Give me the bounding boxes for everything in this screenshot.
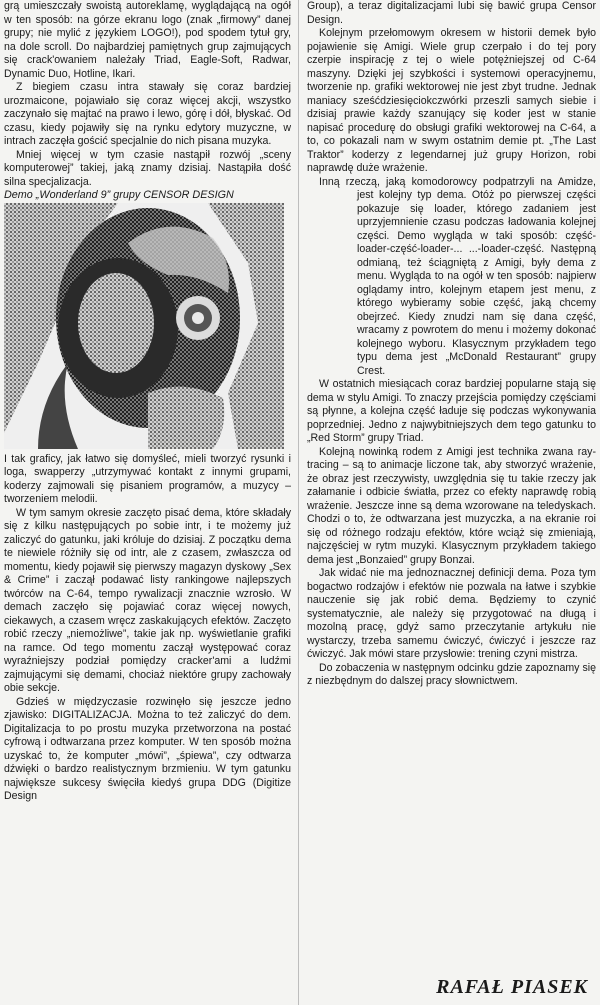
paragraph: Kolejnym przełomowym okresem w historii demek było pojawienie się Amigi. Wiele grup czerpało i do tej pory czerpie inspirację z tej o wiele potężniejszej od C-64 maszyny. Dzięki jej szybkości i systemowi operacyjnemu, tworzenie np. grafiki wektorowej nie jest zbyt trudne. Jednak maniacy sześćdziesięciokczwórki przeszli samych siebie i dzisiaj prawie każdy szanujący się koder jest w stanie napisać procedurę do obsługi grafiki wektorowej na C-64, a to, co pokazali nam w swym ostatnim demie pt. „The Last Traktor” koderzy z legendarnej już grupy Horizon, robi naprawdę duże wrażenie.: [307, 27, 596, 174]
author-signature: RAFAŁ PIASEK: [436, 976, 588, 998]
column-divider: [298, 0, 299, 1005]
paragraph: grą umieszczały swoistą autoreklamę, wyglądającą na ogół w ten sposób: na górze ekranu logo (znak „firmowy” danej grupy; nie mylić z językiem LOGO!), pod spodem tytuł gry, na dole scroll. Do najbardziej pamiętnych grup zajmujących się crack'owaniem należały Triad, Eagle-Soft, Radwar, Dynamic Duo, Hotline, Ikari.: [4, 0, 291, 80]
paragraph: W ostatnich miesiącach coraz bardziej popularne stają się dema w stylu Amigi. To znaczy przejścia pomiędzy częściami są płynne, a kolejna część ładuje się podczas wykonywania poprzedniej. Jedno z najwybitniejszych dem tego gatunku to „Red Storm” grupy Triad.: [307, 378, 596, 444]
paragraph: Group), a teraz digitalizacjami lubi się bawić grupa Censor Design.: [307, 0, 596, 26]
paragraph: W tym samym okresie zaczęto pisać dema, które składały się z kilku następujących po sobie intr, i te możemy już zaliczyć do gatunku, jaki króluje do dzisiaj. Z początku dema te niewiele różniły się od intr, ale z czasem, zwłaszcza od momentu, kiedy pojawił się pierwszy magazyn dyskowy „Sex & Crime” i zaczął podawać listy rankingowe najlepszych twórców na C-64, tempo rywalizacji znacznie wzrosło. W demach zaczęło się pojawiać coraz więcej nowych, ciekawych, a czasem wręcz zaskakujących efektów. Zaczęto robić rzeczy „niemożliwe”, takie jak np. wyświetlanie grafiki na ramce. Od tego momentu zaczął występować coraz wyraźniejszy podział pomiędzy cracker'ami a ludźmi zajmującymi się demami, chociaż niektóre grupy zachowały obie sekcje.: [4, 506, 291, 694]
demo-screenshot-image: [0, 203, 288, 449]
paragraph: I tak graficy, jak łatwo się domyśleć, mieli tworzyć rysunki i loga, swapperzy „utrzymywać kontakt z innymi grupami, koderzy zajmowali się pisaniem programów, a muzycy – tworzeniem melodii.: [4, 452, 291, 505]
paragraph: Jak widać nie ma jednoznacznej definicji dema. Poza tym bogactwo rodzajów i efektów nie pozwala na łatwe i szybkie nauczenie się jak robić dema. Będziemy to czynić systematycznie, ale należy się przygotować na długą i mozolną pracę, gdyż samo przeczytanie artykułu nie wystarczy, trzeba samemu ćwiczyć, ćwiczyć i jeszcze raz ćwiczyć. Jak mówi stare przysłowie: trening czyni mistrza.: [307, 567, 596, 660]
wrapped-text-block: [319, 175, 596, 379]
paragraph: Do zobaczenia w następnym odcinku gdzie zapoznamy się z niezbędnym do dalszej pracy słownictwem.: [307, 661, 596, 687]
paragraph: Inną rzeczą, jaką komodorowcy podpatrzyli na Amidze, jest kolejny typ dema. Otóż po pierwszej części pokazuje się loader, którego zadaniem jest uprzyjemnienie czasu podczas ładowania kolejnej części. Demo wygląda w taki sposób: część-loader-część-loader-... ...-loader-część. Następną odmianą, też ściągniętą z Amigi, były dema z menu. Wygląda to na ogół w ten sposób: najpierw oglądamy intro, kolejnym etapem jest menu, z którego wybieramy sobie część, jaką chcemy obejrzeć. Kiedy znudzi nam się dana część, wracamy z powrotem do menu i możemy dokonać kolejnego wyboru. Klasycznym przykładem tego typu dema jest „McDonald Restaurant” grupy Crest.: [319, 175, 596, 377]
figure-caption: Demo „Wonderland 9” grupy CENSOR DESIGN: [4, 189, 234, 201]
right-column: [307, 0, 596, 689]
left-column: [4, 0, 291, 804]
paragraph: Gdzieś w międzyczasie rozwinęło się jeszcze jedno zjawisko: DIGITALIZACJA. Można to też zaliczyć do dem. Digitalizacja to po prostu muzyka przetworzona na postać cyfrową i odtwarzana przez komputer. W ten sposób można uzyskać to, że komputer „mówi”, „śpiewa”, czy odtwarza dźwięki o bardzo realistycznym brzmieniu. W tym gatunku największe sukcesy święciła kiedyś grupa DDG (Digitize Design: [4, 695, 291, 802]
paragraph: Kolejną nowinką rodem z Amigi jest technika zwana ray-tracing – są to animacje liczone tak, aby stworzyć wrażenie, że obraz jest rzeczywisty, uwzględnia się tu takie rzeczy jak załamanie i odbicie światła, przez co efekty naprawdę robią wrażenie. Jeszcze inne są dema wzorowane na teledyskach. Chodzi o to, że odtwarzana jest muzyczka, a na ekranie roi się od różnego rodzaju efektów, które wciąż się zmieniają, najczęściej w rytm muzyki. Klasycznym przykładem takiego dema jest „Bonzaied” grupy Bonzai.: [307, 445, 596, 566]
paragraph: Z biegiem czasu intra stawały się coraz bardziej urozmaicone, pojawiało się coraz więcej akcji, wszystko zaczynało się majtać na prawo i lewo, górę i dół, błyskać. Od czasu, kiedy pojawiły się na rynku edytory muzyczne, w intrach zaczęła gościć specjalnie do nich pisana muzyka.: [4, 81, 291, 147]
paragraph: Mniej więcej w tym czasie nastąpił rozwój „sceny komputerowej” takiej, jaką znamy dzisiaj. Nastąpiła dość silna specjalizacja.: [4, 148, 291, 188]
